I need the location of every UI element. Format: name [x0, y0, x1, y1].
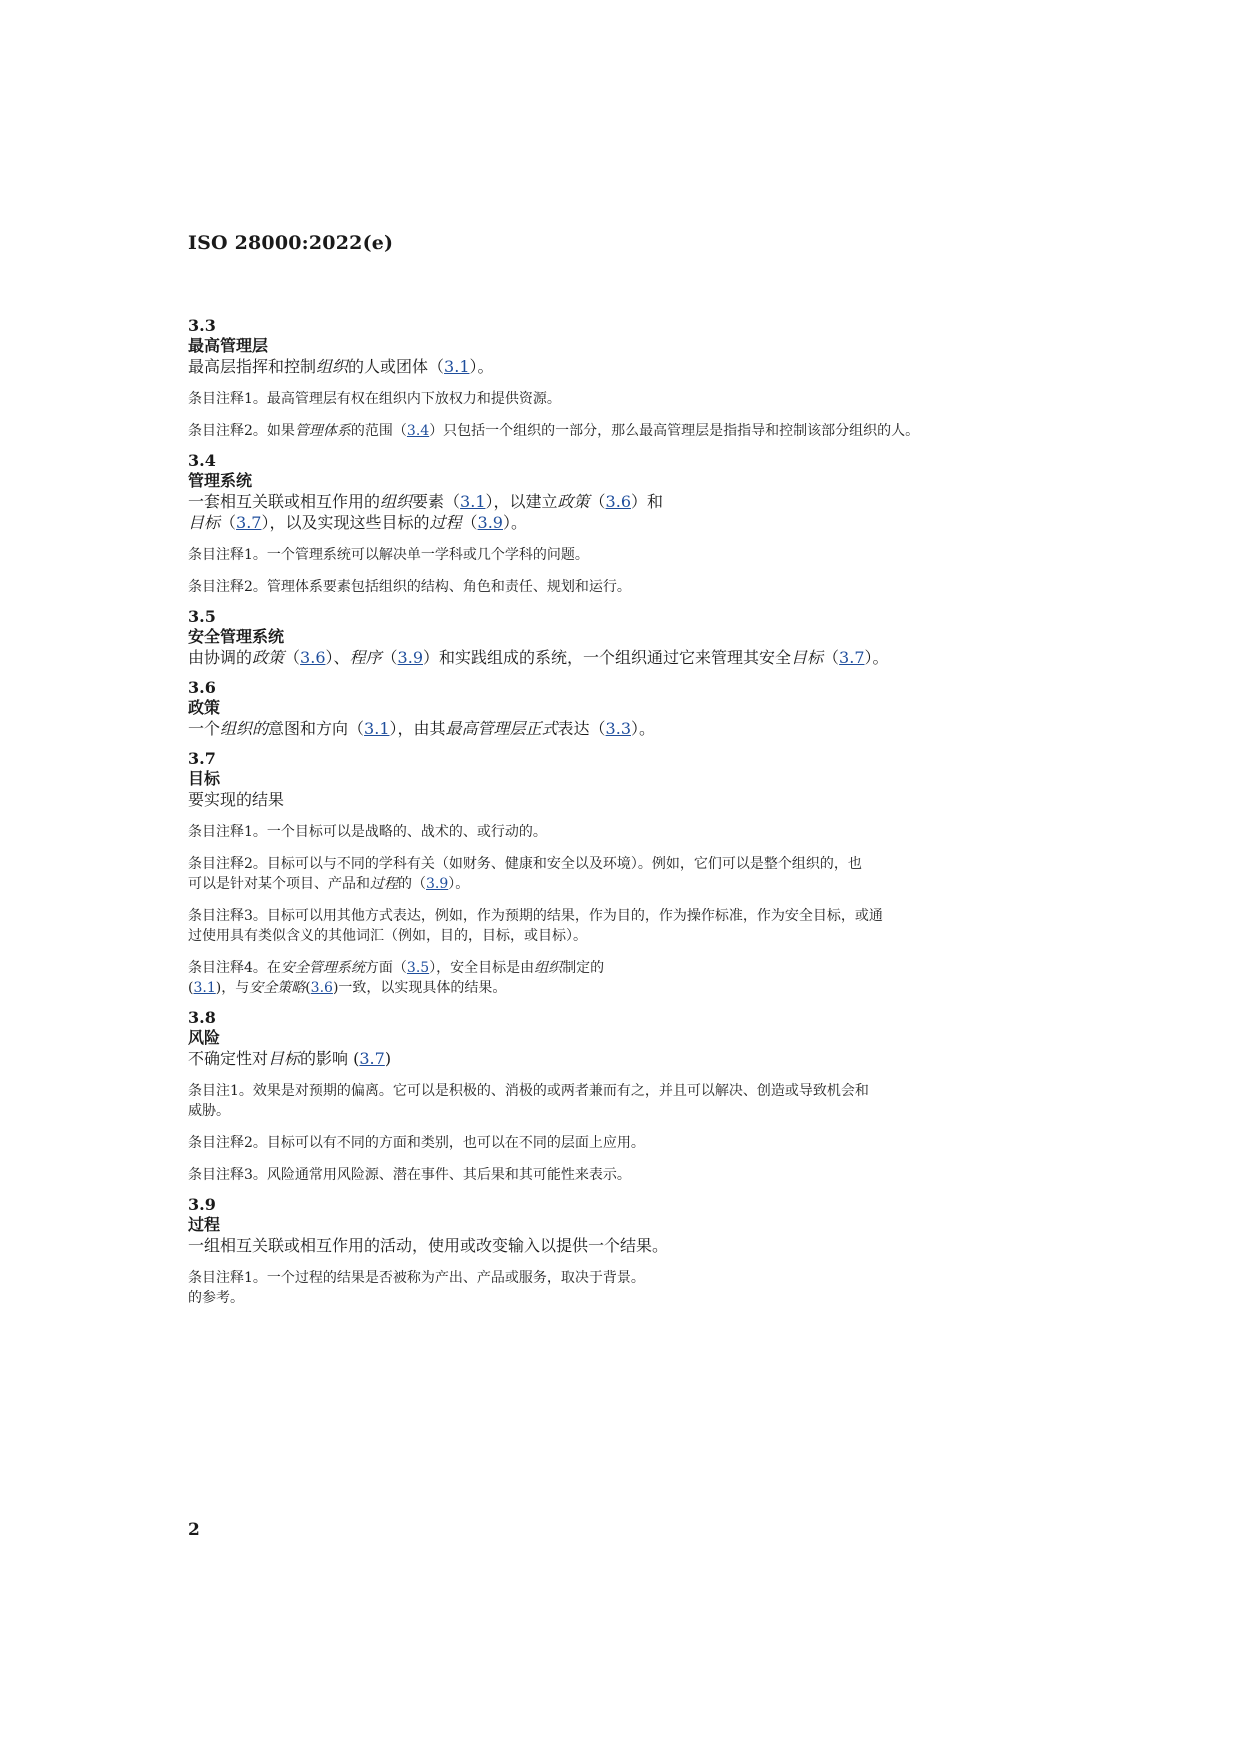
def-text: （ [589, 492, 606, 511]
entry-term: 最高管理层 [188, 336, 269, 355]
crossref-link[interactable]: 3.1 [193, 980, 216, 996]
entry-number: 3.8 [188, 1008, 216, 1027]
note-text: 条目注1。效果是对预期的偏离。它可以是积极的、消极的或两者兼而有之，并且可以解决、创造或导致机会和 [188, 1083, 869, 1099]
note [188, 854, 1068, 894]
def-text: （ [823, 648, 840, 667]
note [188, 1133, 1068, 1153]
entry-number: 3.5 [188, 607, 216, 626]
note-text: 条目注释3。风险通常用风险源、潜在事件、其后果和其可能性来表示。 [188, 1167, 631, 1183]
def-text: ) [384, 1049, 392, 1068]
entry-3-4 [188, 451, 1068, 597]
def-text: 的影响 ( [300, 1049, 360, 1068]
def-text: ）。 [502, 513, 527, 532]
crossref-link[interactable]: 3.9 [397, 648, 423, 667]
note [188, 545, 1068, 565]
entry-number: 3.7 [188, 749, 216, 768]
def-text: 要素（ [412, 492, 461, 511]
entry-definition [188, 356, 1068, 377]
entry-3-6 [188, 678, 1068, 739]
note-text: 条目注释1。最高管理层有权在组织内下放权力和提供资源。 [188, 391, 561, 407]
note-text: 条目注释2。如果 [188, 423, 295, 439]
note-term-ref: 组织 [534, 960, 563, 976]
def-text: （ [220, 513, 237, 532]
def-text: （ [461, 513, 478, 532]
note-term-ref: 管理体系 [294, 423, 351, 439]
entry-term: 安全管理系统 [188, 627, 285, 646]
note-text: ），安全目标是由 [429, 960, 535, 976]
entry-term: 风险 [188, 1028, 221, 1047]
document-header: ISO 28000:2022(e) [188, 232, 394, 254]
entry-term: 管理系统 [188, 471, 253, 490]
def-text: 一组相互关联或相互作用的活动，使用或改变输入以提供一个结果。 [188, 1236, 669, 1255]
terms-section [188, 316, 1068, 1318]
note-text: 条目注释4。在 [188, 960, 281, 976]
note-text: 威胁。 [188, 1103, 230, 1119]
note [188, 1165, 1068, 1185]
note-text: 的范围（ [350, 423, 407, 439]
note-text: ( [188, 980, 194, 996]
entry-definition [188, 1048, 1068, 1069]
note-text: 条目注释1。一个管理系统可以解决单一学科或几个学科的问题。 [188, 547, 589, 563]
def-text: 一个 [188, 719, 221, 738]
entry-definition [188, 718, 1068, 739]
def-term-ref: 目标 [268, 1049, 301, 1068]
crossref-link[interactable]: 3.3 [605, 719, 631, 738]
note-text: 过使用具有类似含义的其他词汇（例如，目的，目标，或目标）。 [188, 928, 587, 944]
def-term-ref: 目标 [188, 513, 221, 532]
entry-definition [188, 789, 1068, 810]
crossref-link[interactable]: 3.5 [406, 960, 430, 976]
def-text: 最高层指挥和控制 [188, 357, 317, 376]
note-text: 条目注释2。管理体系要素包括组织的结构、角色和责任、规划和运行。 [188, 579, 631, 595]
crossref-link[interactable]: 3.6 [605, 492, 631, 511]
note-text: ( [305, 980, 311, 996]
note [188, 822, 1068, 842]
entry-term: 政策 [188, 698, 221, 717]
note-text: 条目注释1。一个目标可以是战略的、战术的、或行动的。 [188, 824, 547, 840]
entry-definition [188, 647, 1068, 668]
note-text: 条目注释3。目标可以用其他方式表达，例如，作为预期的结果，作为目的，作为操作标准，作为安全目标，或通 [188, 908, 883, 924]
crossref-link[interactable]: 3.6 [310, 980, 333, 996]
note-text: ）只包括一个组织的一部分，那么最高管理层是指指导和控制该部分组织的人。 [429, 423, 920, 439]
note-text: 条目注释2。目标可以有不同的方面和类别，也可以在不同的层面上应用。 [188, 1135, 645, 1151]
entry-3-3 [188, 316, 1068, 441]
def-text: ）。 [469, 357, 494, 376]
entry-number: 3.6 [188, 678, 216, 697]
note-text: 条目注释2。目标可以与不同的学科有关（如财务、健康和安全以及环境）。例如，它们可以是整个组织的，也 [188, 856, 862, 872]
def-text: ），以及实现这些目标的 [261, 513, 430, 532]
entry-3-8 [188, 1008, 1068, 1185]
def-term-ref: 最高管理层正式 [445, 719, 558, 738]
crossref-link[interactable]: 3.9 [477, 513, 503, 532]
note [188, 577, 1068, 597]
def-text: ），以建立 [485, 492, 558, 511]
crossref-link[interactable]: 3.7 [236, 513, 262, 532]
note-text: )一致，以实现具体的结果。 [332, 980, 507, 996]
note-term-ref: 安全管理系统 [280, 960, 365, 976]
def-term-ref: 程序 [349, 648, 382, 667]
def-text: 要实现的结果 [188, 790, 285, 809]
def-text: 由协调的 [188, 648, 253, 667]
def-term-ref: 政策 [557, 492, 590, 511]
crossref-link[interactable]: 3.1 [444, 357, 470, 376]
def-term-ref: 组织的 [220, 719, 269, 738]
def-term-ref: 组织 [380, 492, 413, 511]
note-text: 方面（ [364, 960, 407, 976]
def-term-ref: 目标 [791, 648, 824, 667]
crossref-link[interactable]: 3.7 [839, 648, 865, 667]
entry-3-5 [188, 607, 1068, 668]
def-term-ref: 政策 [252, 648, 285, 667]
def-term-ref: 过程 [429, 513, 462, 532]
note [188, 1081, 1068, 1121]
entry-definition [188, 1235, 1068, 1256]
note-text: ）。 [448, 876, 470, 892]
note-term-ref: 安全策略 [249, 980, 306, 996]
crossref-link[interactable]: 3.4 [406, 423, 430, 439]
def-text: 意图和方向（ [268, 719, 365, 738]
note-text: 可以是针对某个项目、产品和 [188, 876, 370, 892]
entry-number: 3.3 [188, 316, 216, 335]
def-text: ）和实践组成的系统，一个组织通过它来管理其安全 [423, 648, 792, 667]
def-text: 的人或团体（ [348, 357, 445, 376]
def-text: ）。 [631, 719, 656, 738]
def-text: 表达（ [557, 719, 606, 738]
def-text: （ [284, 648, 301, 667]
note [188, 421, 1068, 441]
crossref-link[interactable]: 3.7 [359, 1049, 385, 1068]
def-text: ）。 [864, 648, 889, 667]
note [188, 906, 1068, 946]
entry-definition [188, 491, 1068, 512]
page-number: 2 [188, 1520, 200, 1540]
def-text: ），由其 [389, 719, 446, 738]
note-term-ref: 过程 [370, 876, 398, 892]
crossref-link[interactable]: 3.9 [426, 876, 449, 892]
note-text: 条目注释1。一个过程的结果是否被称为产出、产品或服务，取决于背景。 [188, 1270, 645, 1286]
crossref-link[interactable]: 3.1 [364, 719, 390, 738]
entry-3-9 [188, 1195, 1068, 1308]
def-text: ）、 [325, 648, 350, 667]
crossref-link[interactable]: 3.6 [300, 648, 326, 667]
note-text: 的参考。 [188, 1290, 244, 1306]
note-text: 的（ [398, 876, 426, 892]
note-text: 制定的 [562, 960, 605, 976]
def-term-ref: 组织 [316, 357, 349, 376]
entry-term: 目标 [188, 769, 221, 788]
entry-number: 3.4 [188, 451, 216, 470]
entry-number: 3.9 [188, 1195, 216, 1214]
note-text: )，与 [215, 980, 250, 996]
entry-term: 过程 [188, 1215, 221, 1234]
entry-definition-line2 [188, 512, 1068, 533]
note [188, 389, 1068, 409]
def-text: 一套相互关联或相互作用的 [188, 492, 381, 511]
def-text: ）和 [631, 492, 664, 511]
def-text: 不确定性对 [188, 1049, 269, 1068]
note [188, 958, 1068, 998]
entry-3-7 [188, 749, 1068, 998]
note [188, 1268, 1068, 1308]
crossref-link[interactable]: 3.1 [460, 492, 486, 511]
def-text: （ [381, 648, 398, 667]
